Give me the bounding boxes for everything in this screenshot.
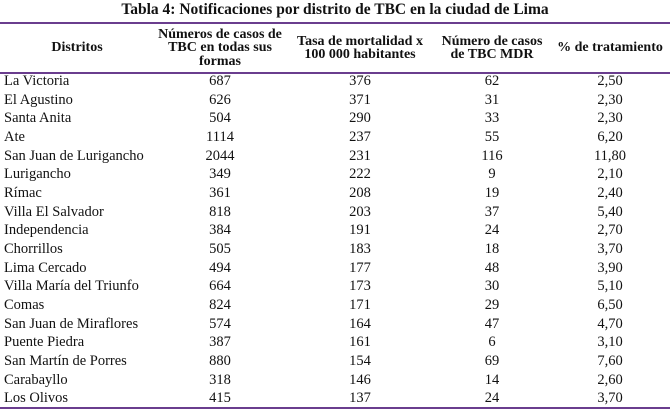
cell-tratamiento: 3,10 bbox=[597, 334, 623, 351]
cell-casos-mdr: 30 bbox=[484, 278, 500, 295]
cell-tratamiento: 7,60 bbox=[597, 352, 623, 369]
cell-tratamiento: 2,10 bbox=[597, 166, 623, 183]
header-tratamiento: % de tratamiento bbox=[557, 40, 663, 56]
cell-casos-tbc: 2044 bbox=[205, 147, 235, 164]
header-row bbox=[0, 24, 670, 72]
table-row bbox=[0, 371, 670, 390]
cell-tasa-mortalidad: 146 bbox=[349, 371, 371, 388]
cell-tasa-mortalidad: 371 bbox=[349, 91, 371, 108]
table-row bbox=[0, 315, 670, 334]
cell-casos-tbc: 384 bbox=[209, 222, 231, 239]
table-row bbox=[0, 184, 670, 203]
cell-tasa-mortalidad: 222 bbox=[349, 166, 371, 183]
table-row bbox=[0, 109, 670, 128]
cell-casos-tbc: 1114 bbox=[206, 128, 234, 145]
cell-distrito: San Martín de Porres bbox=[4, 352, 127, 369]
cell-tasa-mortalidad: 173 bbox=[349, 278, 371, 295]
table-row bbox=[0, 91, 670, 110]
cell-tratamiento: 2,50 bbox=[597, 73, 623, 89]
cell-casos-mdr: 6 bbox=[488, 334, 496, 351]
cell-tasa-mortalidad: 177 bbox=[349, 259, 371, 276]
table-row bbox=[0, 221, 670, 240]
cell-casos-mdr: 9 bbox=[488, 166, 496, 183]
cell-casos-tbc: 505 bbox=[209, 240, 231, 257]
cell-tasa-mortalidad: 154 bbox=[349, 352, 371, 369]
cell-tasa-mortalidad: 137 bbox=[349, 390, 371, 407]
table-row bbox=[0, 259, 670, 278]
cell-casos-mdr: 48 bbox=[484, 259, 500, 276]
cell-tratamiento: 6,20 bbox=[597, 128, 623, 145]
cell-casos-mdr: 55 bbox=[484, 128, 500, 145]
table-row bbox=[0, 277, 670, 296]
cell-casos-mdr: 19 bbox=[484, 184, 500, 201]
cell-tasa-mortalidad: 191 bbox=[349, 222, 371, 239]
cell-tratamiento: 2,60 bbox=[597, 371, 623, 388]
cell-casos-mdr: 14 bbox=[484, 371, 500, 388]
cell-casos-tbc: 415 bbox=[209, 390, 231, 407]
cell-tratamiento: 2,40 bbox=[597, 184, 623, 201]
cell-casos-mdr: 31 bbox=[484, 91, 500, 108]
header-casos-mdr: Número de casos de TBC MDR bbox=[441, 33, 543, 62]
cell-distrito: Los Olivos bbox=[4, 390, 69, 407]
cell-tratamiento: 3,90 bbox=[597, 259, 623, 276]
table-row bbox=[0, 333, 670, 352]
cell-casos-mdr: 69 bbox=[484, 352, 500, 369]
cell-tratamiento: 3,70 bbox=[597, 390, 623, 407]
cell-casos-mdr: 62 bbox=[484, 73, 500, 89]
cell-tasa-mortalidad: 231 bbox=[349, 147, 371, 164]
table-row bbox=[0, 389, 670, 408]
cell-casos-tbc: 387 bbox=[209, 334, 231, 351]
cell-casos-tbc: 504 bbox=[209, 110, 231, 127]
cell-distrito: Comas bbox=[4, 296, 45, 313]
cell-tasa-mortalidad: 376 bbox=[349, 73, 371, 89]
cell-distrito: Independencia bbox=[4, 222, 89, 239]
cell-distrito: Ate bbox=[4, 128, 25, 145]
cell-casos-tbc: 880 bbox=[209, 352, 231, 369]
cell-casos-tbc: 361 bbox=[209, 184, 231, 201]
cell-tratamiento: 5,10 bbox=[597, 278, 623, 295]
table-row bbox=[0, 165, 670, 184]
cell-casos-tbc: 494 bbox=[209, 259, 231, 276]
cell-distrito: Chorrillos bbox=[4, 240, 63, 257]
cell-casos-tbc: 318 bbox=[209, 371, 231, 388]
table-row bbox=[0, 147, 670, 166]
cell-distrito: La Victoria bbox=[4, 73, 70, 89]
cell-casos-mdr: 37 bbox=[484, 203, 500, 220]
cell-distrito: Villa María del Triunfo bbox=[4, 278, 139, 295]
cell-tratamiento: 2,30 bbox=[597, 110, 623, 127]
cell-tratamiento: 6,50 bbox=[597, 296, 623, 313]
header-casos-tbc: Números de casos de TBC en todas sus formas bbox=[158, 26, 282, 69]
cell-tratamiento: 4,70 bbox=[597, 315, 623, 332]
table-row bbox=[0, 72, 670, 91]
cell-tratamiento: 5,40 bbox=[597, 203, 623, 220]
cell-distrito: San Juan de Miraflores bbox=[4, 315, 139, 332]
cell-casos-mdr: 33 bbox=[484, 110, 500, 127]
cell-casos-mdr: 24 bbox=[484, 390, 500, 407]
cell-distrito: San Juan de Lurigancho bbox=[4, 147, 144, 164]
header-distritos: Distritos bbox=[51, 40, 103, 56]
cell-distrito: Villa El Salvador bbox=[4, 203, 104, 220]
cell-distrito: Lima Cercado bbox=[4, 259, 87, 276]
cell-distrito: Santa Anita bbox=[4, 110, 72, 127]
cell-casos-tbc: 687 bbox=[209, 73, 231, 89]
cell-tasa-mortalidad: 161 bbox=[349, 334, 371, 351]
cell-tasa-mortalidad: 171 bbox=[349, 296, 371, 313]
cell-tasa-mortalidad: 203 bbox=[349, 203, 371, 220]
cell-distrito: Rímac bbox=[4, 184, 42, 201]
cell-casos-mdr: 18 bbox=[484, 240, 500, 257]
cell-casos-tbc: 664 bbox=[209, 278, 231, 295]
cell-distrito: El Agustino bbox=[4, 91, 73, 108]
data-table bbox=[0, 24, 670, 408]
table-row bbox=[0, 128, 670, 147]
cell-casos-tbc: 349 bbox=[209, 166, 231, 183]
cell-casos-mdr: 24 bbox=[484, 222, 500, 239]
cell-tratamiento: 3,70 bbox=[597, 240, 623, 257]
cell-tasa-mortalidad: 164 bbox=[349, 315, 371, 332]
cell-tasa-mortalidad: 290 bbox=[349, 110, 371, 127]
table-header bbox=[0, 24, 670, 72]
cell-casos-mdr: 47 bbox=[484, 315, 500, 332]
table-row bbox=[0, 240, 670, 259]
cell-casos-mdr: 29 bbox=[484, 296, 500, 313]
cell-tratamiento: 2,30 bbox=[597, 91, 623, 108]
bottom-rule bbox=[0, 407, 670, 409]
cell-tasa-mortalidad: 183 bbox=[349, 240, 371, 257]
table-title: Tabla 4: Notificaciones por distrito de TBC en la ciudad de Lima bbox=[121, 1, 549, 18]
header-tasa-mortalidad: Tasa de mortalidad x 100 000 habitantes bbox=[297, 33, 423, 62]
cell-tasa-mortalidad: 208 bbox=[349, 184, 371, 201]
cell-distrito: Lurigancho bbox=[4, 166, 71, 183]
cell-casos-tbc: 818 bbox=[209, 203, 231, 220]
table-body bbox=[0, 72, 670, 408]
cell-casos-tbc: 626 bbox=[209, 91, 231, 108]
cell-distrito: Carabayllo bbox=[4, 371, 68, 388]
table-row bbox=[0, 203, 670, 222]
cell-distrito: Puente Piedra bbox=[4, 334, 85, 351]
cell-casos-tbc: 574 bbox=[209, 315, 231, 332]
cell-tasa-mortalidad: 237 bbox=[349, 128, 371, 145]
cell-tratamiento: 2,70 bbox=[597, 222, 623, 239]
table-row bbox=[0, 296, 670, 315]
cell-casos-mdr: 116 bbox=[481, 147, 503, 164]
cell-casos-tbc: 824 bbox=[209, 296, 231, 313]
cell-tratamiento: 11,80 bbox=[593, 147, 627, 164]
table-row bbox=[0, 352, 670, 371]
